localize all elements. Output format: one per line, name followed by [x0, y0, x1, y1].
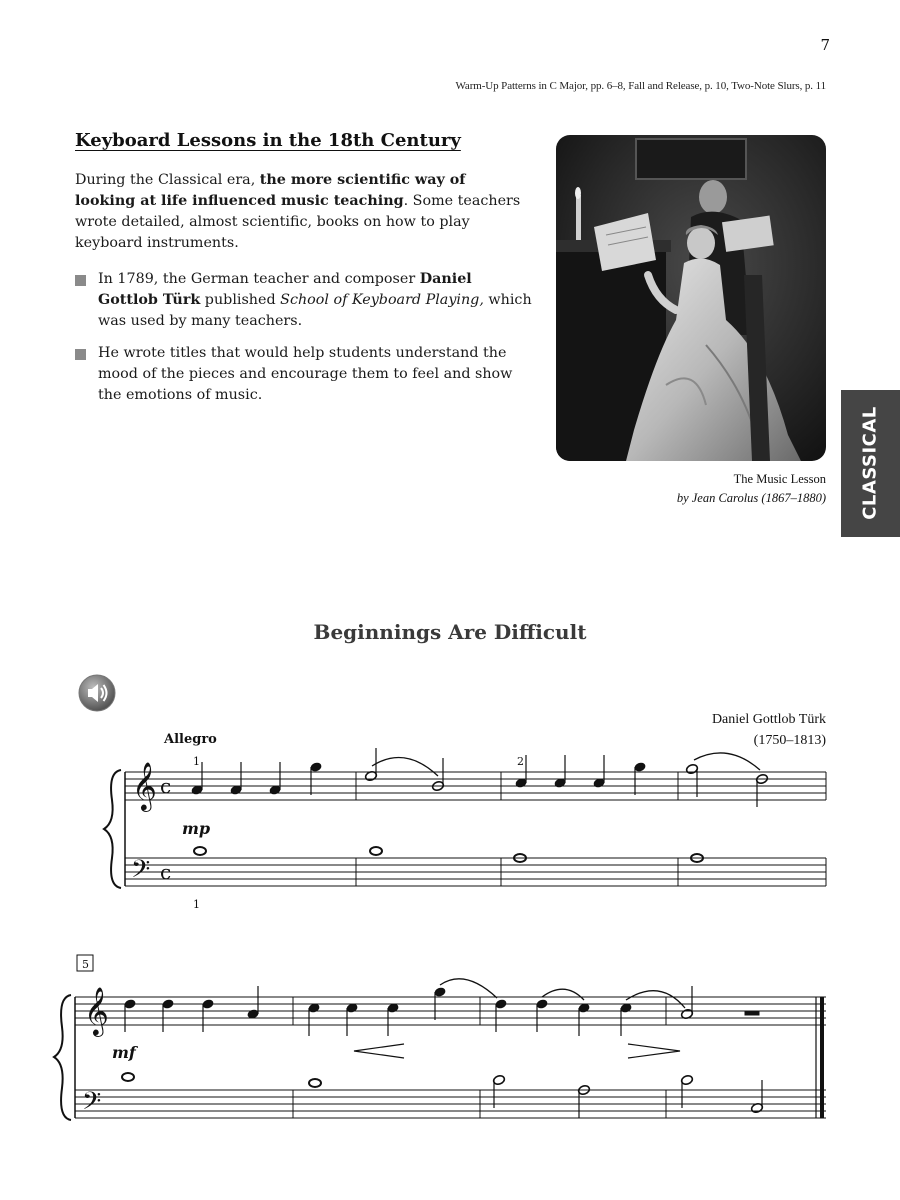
time-signature: c	[160, 860, 172, 884]
piece-title: Beginnings Are Difficult	[313, 620, 587, 644]
composer-name: Daniel Gottlob Türk	[711, 712, 826, 727]
intro-text-1: During the Classical era,	[75, 172, 260, 188]
bullet-text: He wrote titles that would help students understand the mood of the pieces and encourage them to feel and show the emotions of music.	[98, 345, 513, 403]
intro-bold-text: the more scientific way of looking at life influenced music teaching	[75, 172, 466, 209]
intro-text-2: . Some teachers wrote detailed, almost scientific, books on how to play keyboard instruments.	[75, 193, 521, 251]
notes-system-1-treble	[191, 748, 768, 807]
finger-number: 1	[193, 898, 200, 911]
treble-clef-icon: 𝄞	[84, 986, 109, 1035]
tempo-marking: Allegro	[164, 732, 217, 747]
reference-line: Warm-Up Patterns in C Major, pp. 6–8, Fall and Release, p. 10, Two-Note Slurs, p. 11	[455, 80, 826, 92]
lesson-heading: Keyboard Lessons in the 18th Century	[75, 130, 461, 151]
section-tab-label: CLASSICAL	[859, 406, 881, 520]
dynamic-marking: mp	[182, 819, 211, 838]
treble-clef-icon: 𝄞	[132, 761, 157, 810]
bass-clef-icon: 𝄢	[82, 1087, 102, 1122]
time-signature: c	[160, 774, 172, 798]
dynamic-marking: mf	[112, 1043, 136, 1062]
image-caption-author: by Jean Carolus (1867–1880)	[676, 491, 826, 505]
bullet-text: which was used by many teachers.	[98, 292, 532, 329]
bass-clef-icon: 𝄢	[131, 855, 151, 890]
measure-number: 5	[82, 958, 89, 971]
finger-number: 1	[193, 755, 200, 768]
book-title: School of Keyboard Playing,	[280, 292, 484, 308]
notes-system-2-treble	[124, 979, 759, 1036]
bullet-text: In 1789, the German teacher and composer	[98, 271, 420, 287]
bullet-text: published	[200, 292, 281, 308]
bullet-bold-text: Daniel Gottlob Türk	[98, 271, 472, 308]
composer-dates: (1750–1813)	[753, 733, 826, 748]
finger-number: 2	[517, 755, 524, 768]
music-system-1	[104, 770, 826, 888]
music-system-2	[54, 955, 826, 1120]
notes-system-1-bass	[194, 847, 703, 862]
page-number: 7	[820, 36, 830, 54]
clefs-system-1	[131, 761, 157, 890]
image-caption-title: The Music Lesson	[733, 472, 826, 486]
